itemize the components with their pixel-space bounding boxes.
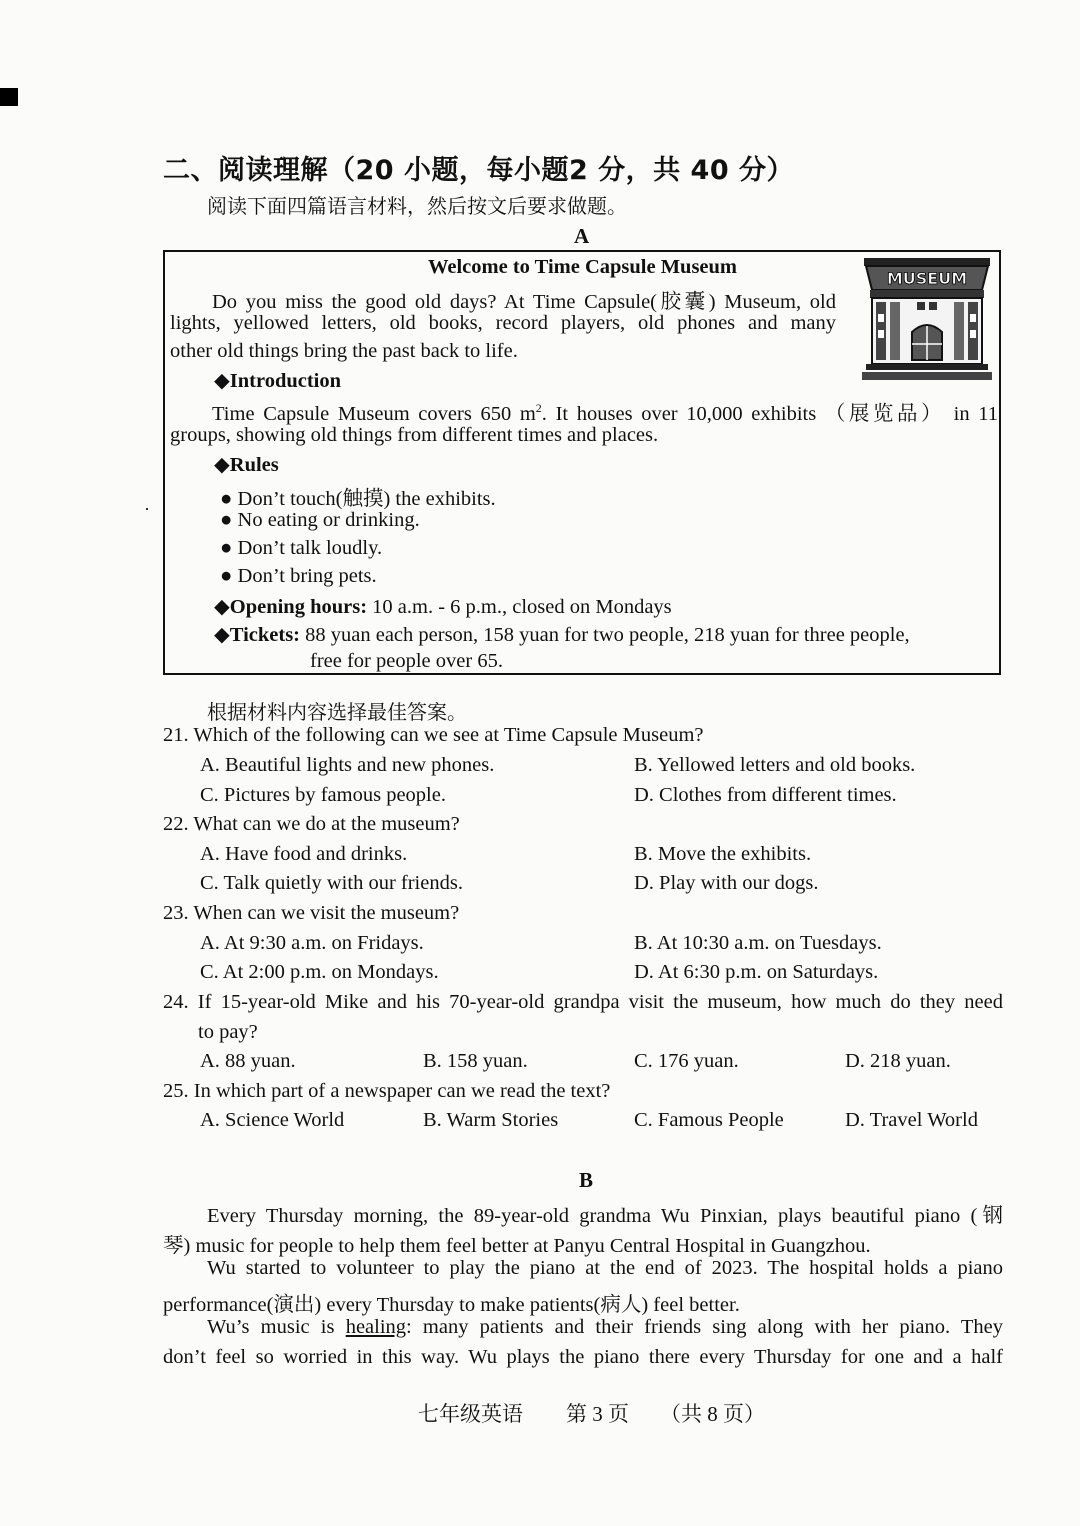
rule-item: ● Don’t talk loudly. bbox=[220, 537, 383, 559]
diamond-bullet-icon: ◆ bbox=[214, 624, 230, 646]
rule-item: ● No eating or drinking. bbox=[220, 509, 420, 531]
question-21-option-d: D. Clothes from different times. bbox=[634, 784, 897, 806]
passage-b-line-4: performance(演出) every Thursday to make patients(病人) feel better. bbox=[163, 1294, 740, 1316]
passage-a-intro-line-2: lights, yellowed letters, old books, record players, old phones and many bbox=[170, 312, 836, 334]
passage-a-intro-line-1: Do you miss the good old days? At Time Capsule(胶囊) Museum, old bbox=[212, 291, 836, 313]
question-24-option-a: A. 88 yuan. bbox=[200, 1050, 296, 1072]
question-24-stem-line-2: to pay? bbox=[198, 1021, 258, 1043]
question-23-option-c: C. At 2:00 p.m. on Mondays. bbox=[200, 961, 439, 983]
question-22-option-d: D. Play with our dogs. bbox=[634, 872, 819, 894]
question-22-option-a: A. Have food and drinks. bbox=[200, 843, 408, 865]
question-22-option-b: B. Move the exhibits. bbox=[634, 843, 812, 865]
tickets-line-2: free for people over 65. bbox=[310, 650, 503, 672]
passage-b-line-3: Wu started to volunteer to play the piano at the end of 2023. The hospital holds a piano bbox=[207, 1257, 1003, 1279]
question-25-option-c: C. Famous People bbox=[634, 1109, 784, 1131]
passage-b-line-6: don’t feel so worried in this way. Wu plays the piano there every Thursday for one and a half bbox=[163, 1346, 1003, 1368]
museum-logo-text: MUSEUM bbox=[886, 269, 968, 288]
question-21-option-c: C. Pictures by famous people. bbox=[200, 784, 446, 806]
healing-underlined-word: healing bbox=[345, 1316, 407, 1338]
passage-a-letter: A bbox=[574, 224, 590, 248]
rules-heading: ◆Rules bbox=[214, 454, 279, 476]
question-22-option-c: C. Talk quietly with our friends. bbox=[200, 872, 463, 894]
footer-subject: 七年级英语 bbox=[418, 1402, 523, 1426]
question-23-option-d: D. At 6:30 p.m. on Saturdays. bbox=[634, 961, 879, 983]
scan-speck bbox=[146, 508, 148, 510]
question-24-stem: 24. If 15-year-old Mike and his 70-year-old grandpa visit the museum, how much do they need bbox=[163, 991, 1003, 1013]
question-25-stem: 25. In which part of a newspaper can we read the text? bbox=[163, 1080, 611, 1102]
passage-a-intro-line-3: other old things bring the past back to life. bbox=[170, 340, 518, 362]
bullet-dot-icon: ● bbox=[220, 537, 238, 559]
question-21-option-b: B. Yellowed letters and old books. bbox=[634, 754, 916, 776]
footer-page-number: 第 3 页 bbox=[566, 1402, 629, 1426]
diamond-bullet-icon: ◆ bbox=[214, 454, 230, 476]
scan-corner-mark bbox=[0, 88, 18, 106]
passage-a-title: Welcome to Time Capsule Museum bbox=[428, 256, 738, 278]
passage-b-line-5: Wu’s music is healing: many patients and their friends sing along with her piano. They bbox=[207, 1316, 1004, 1338]
question-21-option-a: A. Beautiful lights and new phones. bbox=[200, 754, 495, 776]
passage-b-line-1: Every Thursday morning, the 89-year-old grandma Wu Pinxian, plays beautiful piano (钢 bbox=[207, 1205, 1003, 1227]
passage-b-line-2: 琴) music for people to help them feel better at Panyu Central Hospital in Guangzhou. bbox=[163, 1235, 871, 1257]
bullet-dot-icon: ● bbox=[220, 565, 238, 587]
section-heading: 二、阅读理解（20 小题，每小题2 分，共 40 分） bbox=[163, 155, 795, 186]
footer-total-pages: （共 8 页） bbox=[660, 1402, 765, 1426]
introduction-heading: ◆Introduction bbox=[214, 370, 342, 392]
question-25-option-a: A. Science World bbox=[200, 1109, 345, 1131]
question-23-stem: 23. When can we visit the museum? bbox=[163, 902, 460, 924]
question-21-stem: 21. Which of the following can we see at Time Capsule Museum? bbox=[163, 724, 704, 746]
opening-hours: ◆Opening hours: 10 a.m. - 6 p.m., closed on Mondays bbox=[214, 596, 672, 618]
introduction-line-2: groups, showing old things from different times and places. bbox=[170, 424, 659, 446]
question-25-option-b: B. Warm Stories bbox=[423, 1109, 559, 1131]
tickets: ◆Tickets: 88 yuan each person, 158 yuan for two people, 218 yuan for three people, bbox=[214, 624, 910, 646]
museum-building-icon bbox=[862, 256, 992, 382]
diamond-bullet-icon: ◆ bbox=[214, 596, 230, 618]
question-24-option-b: B. 158 yuan. bbox=[423, 1050, 528, 1072]
rule-item: ● Don’t bring pets. bbox=[220, 565, 377, 587]
question-25-option-d: D. Travel World bbox=[845, 1109, 978, 1131]
questions-instruction: 根据材料内容选择最佳答案。 bbox=[207, 700, 467, 724]
question-23-option-a: A. At 9:30 a.m. on Fridays. bbox=[200, 932, 424, 954]
section-instruction: 阅读下面四篇语言材料，然后按文后要求做题。 bbox=[207, 194, 627, 218]
question-22-stem: 22. What can we do at the museum? bbox=[163, 813, 460, 835]
diamond-bullet-icon: ◆ bbox=[214, 370, 230, 392]
bullet-dot-icon: ● bbox=[220, 488, 238, 510]
question-24-option-d: D. 218 yuan. bbox=[845, 1050, 951, 1072]
passage-b-letter: B bbox=[579, 1168, 594, 1192]
bullet-dot-icon: ● bbox=[220, 509, 238, 531]
question-23-option-b: B. At 10:30 a.m. on Tuesdays. bbox=[634, 932, 882, 954]
rule-item: ● Don’t touch(触摸) the exhibits. bbox=[220, 488, 496, 510]
introduction-line-1: Time Capsule Museum covers 650 $m^2$. It houses over 10,000 exhibits （展览品） in 11 bbox=[212, 401, 998, 425]
question-24-option-c: C. 176 yuan. bbox=[634, 1050, 739, 1072]
